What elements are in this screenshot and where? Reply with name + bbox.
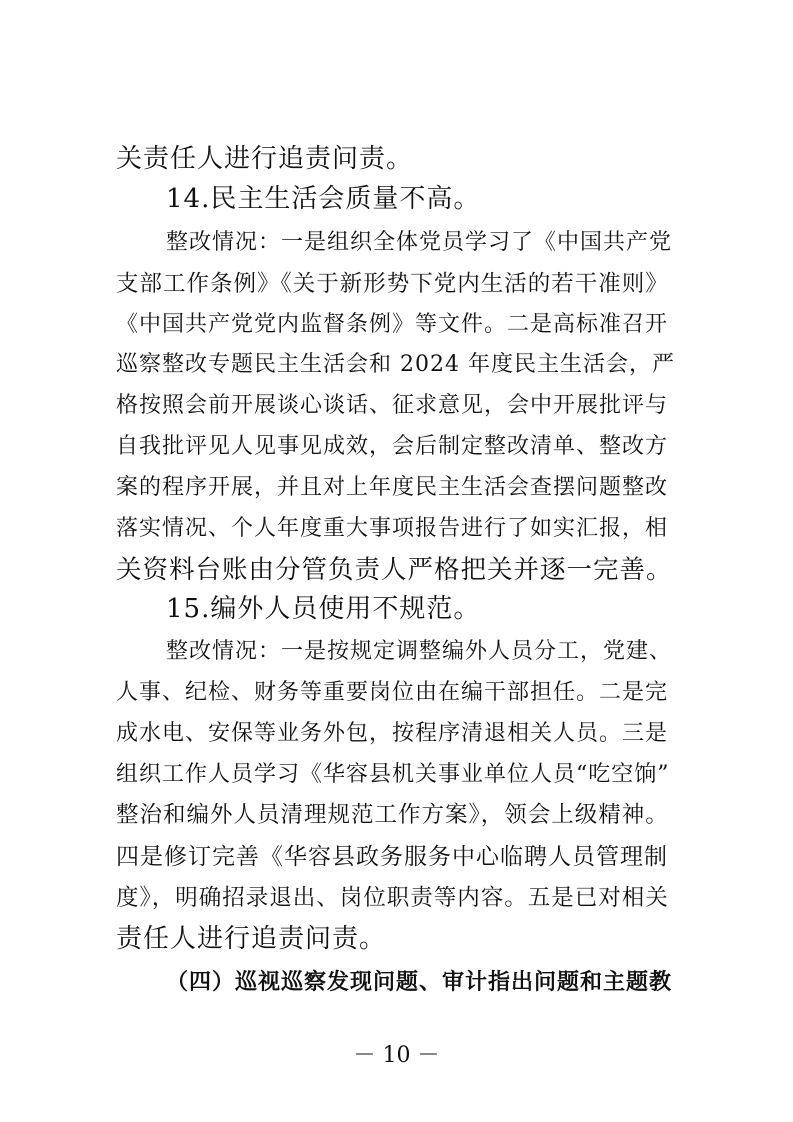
- text-line: 支部工作条例》《关于新形势下党内生活的若干准则》: [116, 271, 669, 297]
- text-line: 责任人进行追责问责。: [116, 924, 387, 954]
- text-line: 关责任人进行追责问责。: [116, 144, 414, 174]
- page-number: － 10 －: [353, 1043, 440, 1068]
- text-line: 组织工作人员学习《华容县机关事业单位人员“吃空饷”: [116, 762, 670, 787]
- text-line: 整改情况：一是组织全体党员学习了《中国共产党: [166, 230, 673, 255]
- text-line: 自我批评见人见事见成效，会后制定整改清单、整改方: [116, 434, 669, 459]
- text-line: 整改情况：一是按规定调整编外人员分工，党建、: [166, 639, 673, 664]
- text-line: 《中国共产党党内监督条例》等文件。二是高标准召开: [116, 312, 669, 337]
- text-line: 格按照会前开展谈心谈话、征求意见，会中开展批评与: [116, 393, 669, 418]
- text-line: 四是修订完善《华容县政务服务中心临聘人员管理制: [116, 844, 668, 870]
- text-line: 成水电、安保等业务外包，按程序清退相关人员。三是: [116, 721, 669, 746]
- text-line: 度》，明确招录退出、岗位职责等内容。五是已对相关: [116, 885, 669, 911]
- text-line: 落实情况、个人年度重大事项报告进行了如实汇报，相: [116, 516, 669, 541]
- text-line: 关资料台账由分管负责人严格把关并逐一完善。: [116, 555, 673, 585]
- text-line: 案的程序开展，并且对上年度民主生活会查摆问题整改: [116, 475, 669, 500]
- section-heading: （四）巡视巡察发现问题、审计指出问题和主题教: [166, 969, 673, 995]
- text-line: 巡察整改专题民主生活会和 2024 年度民主生活会，严: [116, 352, 675, 377]
- item-heading-15: 15.编外人员使用不规范。: [166, 594, 481, 624]
- item-heading-14: 14.民主生活会质量不高。: [166, 184, 481, 214]
- text-line: 整治和编外人员清理规范工作方案》，领会上级精神。: [116, 802, 669, 828]
- text-line: 人事、纪检、财务等重要岗位由在编干部担任。二是完: [116, 680, 669, 705]
